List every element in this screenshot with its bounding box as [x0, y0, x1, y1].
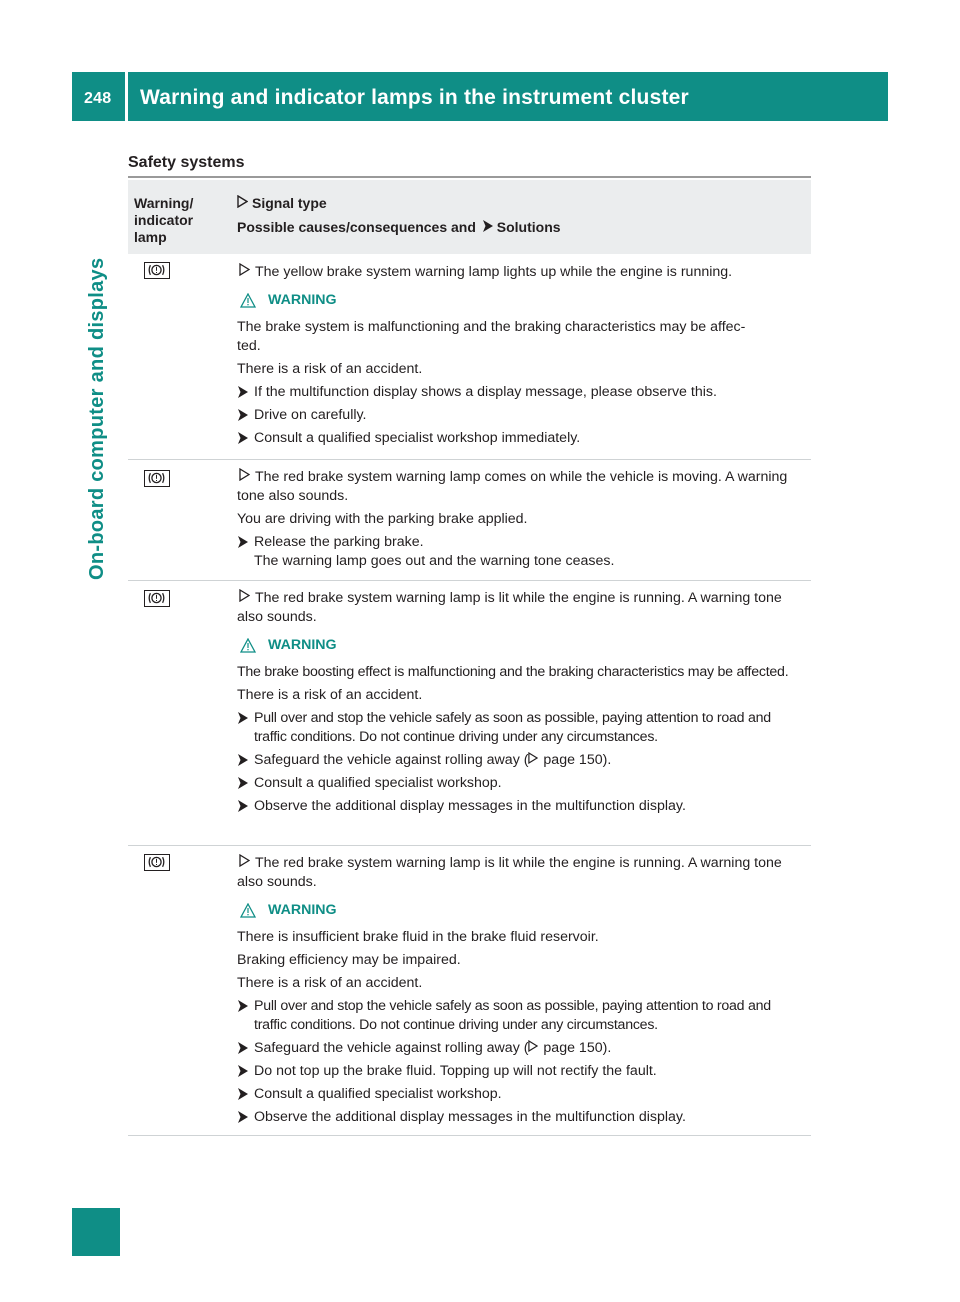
- row-content: [237, 263, 803, 452]
- page-reference-icon: [528, 1039, 539, 1058]
- brake-warning-lamp-icon: [144, 590, 170, 607]
- table-row: [128, 461, 811, 581]
- action-step: If the multifunction display shows a display message, please observe this.: [237, 383, 803, 402]
- page-reference-icon: [528, 751, 539, 770]
- detail-text: The brake boosting effect is malfunctioning and the braking characteristics may be affected.: [237, 664, 789, 680]
- signal-text: The yellow brake system warning lamp lights up while the engine is running.: [255, 264, 733, 280]
- page-reference-link[interactable]: page 150).: [543, 1040, 612, 1056]
- table-row: [128, 582, 811, 846]
- warning-label: WARNING: [268, 637, 337, 653]
- action-arrow-icon: [238, 1065, 248, 1077]
- brake-warning-lamp-icon: [144, 262, 170, 279]
- signal-text: The red brake system warning lamp is lit while the engine is running. A warning tone also sounds.: [237, 590, 782, 625]
- detail-text: You are driving with the parking brake applied.: [237, 511, 528, 527]
- brake-warning-lamp-icon: [144, 854, 170, 871]
- action-step: Pull over and stop the vehicle safely as soon as possible, paying attention to road and traffic conditions. Do not continue driving under any circumstances.: [237, 997, 803, 1035]
- action-step: Do not top up the brake fluid. Topping up will not rectify the fault.: [237, 1062, 803, 1081]
- row-content: [237, 468, 803, 575]
- detail-text: There is a risk of an accident.: [237, 975, 423, 991]
- action-arrow-icon: [238, 777, 248, 789]
- action-step: Safeguard the vehicle against rolling away ( page 150).: [237, 1039, 803, 1058]
- page-number: 248: [84, 90, 112, 107]
- detail-text: There is a risk of an accident.: [237, 361, 423, 377]
- action-step: Consult a qualified specialist workshop.: [237, 774, 803, 793]
- detail-text: Braking efficiency may be impaired.: [237, 952, 461, 968]
- triangle-pointer-icon: [239, 263, 253, 282]
- section-divider: [128, 176, 811, 178]
- header-divider: [125, 72, 128, 121]
- action-arrow-icon: [238, 409, 248, 421]
- signal-text: The red brake system warning lamp is lit while the engine is running. A warning tone also sounds.: [237, 855, 782, 890]
- action-arrow-icon: [238, 754, 248, 766]
- table-row: [128, 847, 811, 1136]
- action-arrow-icon: [238, 432, 248, 444]
- action-step: Consult a qualified specialist workshop immediately.: [237, 429, 803, 448]
- row-content: [237, 854, 803, 1131]
- triangle-pointer-icon: [237, 195, 249, 211]
- signal-type-label: Signal type: [252, 195, 327, 211]
- warning-triangle-icon: [240, 903, 256, 918]
- action-arrow-icon: [483, 219, 494, 235]
- detail-text: There is insufficient brake fluid in the brake fluid reservoir.: [237, 929, 599, 945]
- warning-triangle-icon: [240, 293, 256, 308]
- warning-triangle-icon: [240, 638, 256, 653]
- action-step: Drive on carefully.: [237, 406, 803, 425]
- warning-notice: [240, 901, 803, 920]
- action-result: The warning lamp goes out and the warning tone ceases.: [254, 553, 615, 569]
- chapter-title: Warning and indicator lamps in the instrument cluster: [140, 86, 689, 109]
- warning-notice: [240, 636, 803, 655]
- signal-text: The red brake system warning lamp comes on while the vehicle is moving. A warning tone also sounds.: [237, 469, 788, 504]
- table-row: [128, 256, 811, 460]
- lamp-column-header: Warning/ indicator lamp: [134, 195, 194, 245]
- warning-notice: [240, 291, 803, 310]
- solutions-label: Solutions: [496, 219, 561, 235]
- action-step: Safeguard the vehicle against rolling away ( page 150).: [237, 751, 803, 770]
- action-arrow-icon: [238, 1111, 248, 1123]
- warning-label: WARNING: [268, 292, 337, 308]
- action-step: Release the parking brake.: [237, 533, 803, 552]
- action-step: Observe the additional display messages in the multifunction display.: [237, 797, 803, 816]
- action-arrow-icon: [238, 800, 248, 812]
- detail-text: The brake system is malfunctioning and the braking characteristics may be affec- ted.: [237, 319, 746, 354]
- warning-label: WARNING: [268, 902, 337, 918]
- action-step: Observe the additional display messages in the multifunction display.: [237, 1108, 803, 1127]
- side-tab-label: On-board computer and displays: [86, 257, 108, 580]
- section-title: Safety systems: [128, 154, 245, 171]
- action-arrow-icon: [238, 386, 248, 398]
- action-arrow-icon: [238, 1000, 248, 1012]
- action-arrow-icon: [238, 712, 248, 724]
- action-arrow-icon: [238, 536, 248, 548]
- triangle-pointer-icon: [239, 854, 253, 873]
- detail-text: There is a risk of an accident.: [237, 687, 423, 703]
- action-step: Pull over and stop the vehicle safely as soon as possible, paying attention to road and traffic conditions. Do not continue driving under any circumstances.: [237, 709, 803, 747]
- action-step: Consult a qualified specialist workshop.: [237, 1085, 803, 1104]
- signal-column-header: [237, 195, 561, 235]
- action-arrow-icon: [238, 1088, 248, 1100]
- row-content: [237, 589, 803, 820]
- causes-label: Possible causes/consequences and: [237, 219, 476, 235]
- action-arrow-icon: [238, 1042, 248, 1054]
- side-tab-marker: [72, 1208, 120, 1256]
- brake-warning-lamp-icon: [144, 470, 170, 487]
- triangle-pointer-icon: [239, 468, 253, 487]
- triangle-pointer-icon: [239, 589, 253, 608]
- page-reference-link[interactable]: page 150).: [543, 752, 612, 768]
